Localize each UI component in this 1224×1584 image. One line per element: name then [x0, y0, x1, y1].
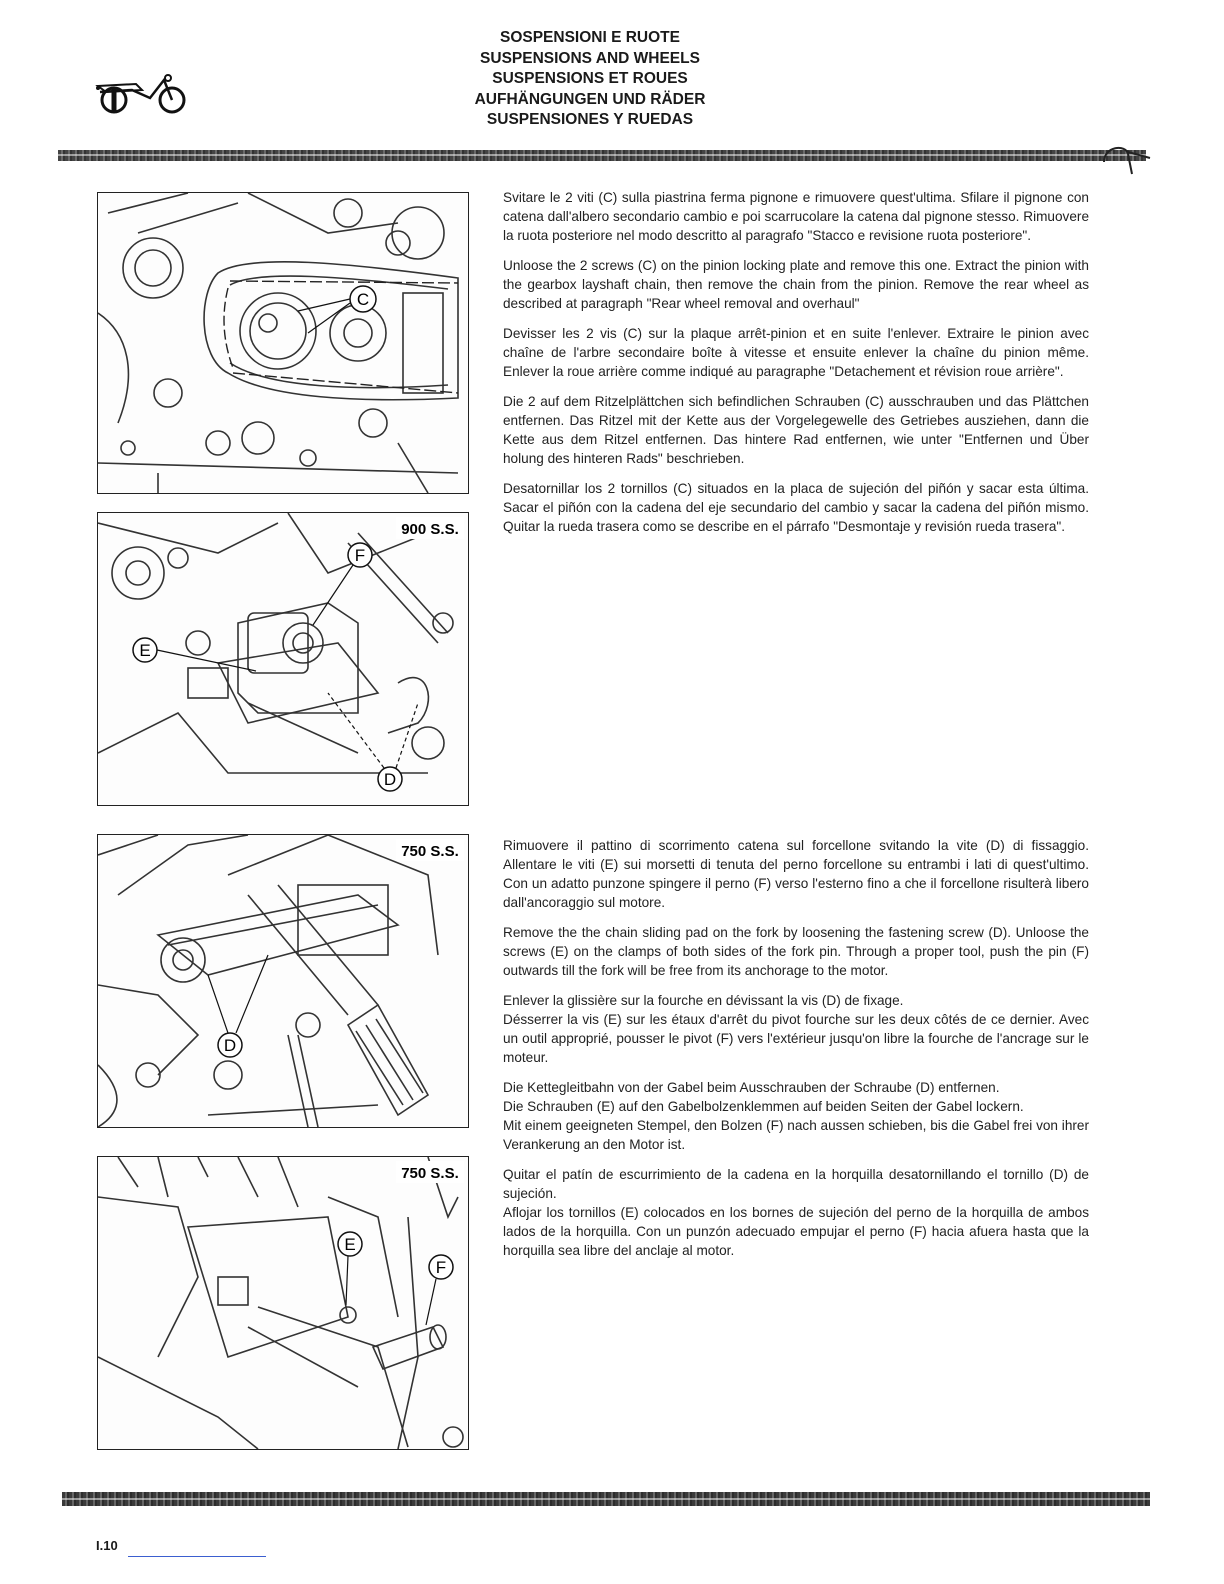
- illustration-chain-pad: [98, 835, 468, 1127]
- callout-e-750: E: [344, 1235, 356, 1254]
- paragraph-german-2b: Die Schrauben (E) auf den Gabelbolzenklemmen auf beiden Seiten der Gabel lockern.: [503, 1099, 1024, 1114]
- figure-label-750ss-b: 750 S.S.: [401, 1165, 459, 1182]
- instructions-pinion-removal: [503, 188, 1089, 547]
- illustration-swingarm-pin: [98, 1157, 468, 1449]
- figure-swingarm-pin-750ss: [97, 1156, 469, 1450]
- top-divider: [58, 150, 1146, 161]
- paragraph-english-2: Remove the the chain sliding pad on the fork by loosening the fastening screw (D). Unloose the screws (E) on the clamps of both sides of the fork pin. Through a proper tool, push the pin (F) outwards till the fork will be free from its anchorage to the motor.: [503, 925, 1089, 978]
- paragraph-german-2c: Mit einem geeigneten Stempel, den Bolzen (F) nach aussen schieben, bis die Gabel frei von ihrer Verankerung an den Motor ist.: [503, 1118, 1089, 1152]
- callout-c: C: [356, 290, 370, 309]
- callout-d: D: [383, 770, 397, 789]
- paragraph-english: Unloose the 2 screws (C) on the pinion locking plate and remove this one. Extract the pinion with the gearbox layshaft chain, then remove the chain from the pinion. Remove the rear wheel as described at paragraph "Rear wheel removal and overhaul": [503, 258, 1089, 311]
- paragraph-french: Devisser les 2 vis (C) sur la plaque arrêt-pinion et en suite l'enlever. Extraire le pinion avec chaîne de l'arbre secondaire boîte à vitesse et ensuite enlever la chaîne du pinion même. Enlever la roue arrière comme indiqué au paragraphe "Detachement et révision roue arrière".: [503, 326, 1089, 379]
- instructions-swingarm-removal: [503, 836, 1089, 1271]
- page-number-underline: [128, 1556, 266, 1557]
- paragraph-french-2a: Enlever la glissière sur la fourche en dévissant la vis (D) de fixage.: [503, 993, 904, 1008]
- title-spanish: SUSPENSIONES Y RUEDAS: [486, 111, 694, 128]
- paragraph-spanish-2a: Quitar el patín de escurrimiento de la cadena en la horquilla desatornillando el tornillo (D) de sujeción.: [503, 1167, 1089, 1201]
- bottom-divider: [62, 1492, 1150, 1506]
- page-number: I.10: [96, 1538, 118, 1553]
- figure-pinion-chain: [97, 192, 469, 494]
- paragraph-spanish: Desatornillar los 2 tornillos (C) situados en la placa de sujeción del piñón y sacar esta última. Sacar el piñón con la cadena del eje secundario del cambio y sacar la cadena del piñón mismo. Quitar la rueda trasera como se describe en el párrafo "Desmontaje y revisión rueda trasera".: [503, 481, 1089, 534]
- motorcycle-icon: [92, 68, 192, 116]
- title-italian: SOSPENSIONI E RUOTE: [499, 29, 680, 46]
- figure-label-750ss-a: 750 S.S.: [401, 843, 459, 860]
- paragraph-german: Die 2 auf dem Ritzelplättchen sich befindlichen Schrauben (C) ausschrauben und das Plättchen entfernen. Das Ritzel mit der Kette aus der Vorgelegewelle des Getriebes ausziehen, dann die Kette aus dem Ritzel entfernen. Das hintere Rad entfernen, wie unter "Entfernen und Über holung des hinteren Rads" beschrieben.: [503, 394, 1089, 466]
- illustration-swingarm-900: [98, 513, 468, 805]
- paragraph-french-2b: Désserrer la vis (E) sur les étaux d'arrêt du pivot fourche sur les deux côtés de ce dernier. Avec un outil approprié, pousser le pivot (F) vers l'extérieur jusqu'on libre la fourche de l'ancrage sur le moteur.: [503, 1012, 1089, 1065]
- divider-hook-ornament: [1092, 140, 1152, 180]
- figure-label-900ss: 900 S.S.: [401, 521, 459, 538]
- figure-chain-pad-750ss: [97, 834, 469, 1128]
- title-german: AUFHÄNGUNGEN UND RÄDER: [474, 90, 706, 108]
- callout-d-750: D: [223, 1036, 237, 1055]
- page-title: [440, 28, 740, 131]
- title-english: SUSPENSIONS AND WHEELS: [480, 49, 700, 67]
- paragraph-german-2a: Die Kettegleitbahn von der Gabel beim Ausschrauben der Schraube (D) entfernen.: [503, 1080, 1000, 1095]
- callout-f-750: F: [435, 1258, 447, 1277]
- callout-e: E: [139, 641, 151, 660]
- paragraph-spanish-2b: Aflojar los tornillos (E) colocados en los bornes de sujeción del perno de la horquilla de ambos lados de la horquilla. Con un punzón adecuado empujar el perno (F) hacia afuera hasta que la horquilla sea libre del anclaje al motor.: [503, 1205, 1089, 1258]
- callout-f: F: [354, 546, 366, 565]
- illustration-pinion: [98, 193, 468, 493]
- paragraph-italian-2: Rimuovere il pattino di scorrimento catena sul forcellone svitando la vite (D) di fissaggio. Allentare le viti (E) sui morsetti di tenuta del perno forcellone su entrambi i lati di quest'ultimo. Con un adatto punzone spingere il perno (F) verso l'esterno fino a che il forcellone risulterà libero dall'ancoraggio sul motore.: [503, 838, 1089, 910]
- paragraph-italian: Svitare le 2 viti (C) sulla piastrina ferma pignone e rimuovere quest'ultima. Sfilare il pignone con catena dall'albero secondario cambio e poi scarrucolare la catena dal pignone stesso. Rimuovere la ruota posteriore nel modo descritto al paragrafo "Stacco e revisione ruota posteriore".: [503, 190, 1089, 243]
- figure-swingarm-900ss: [97, 512, 469, 806]
- title-french: SUSPENSIONS ET ROUES: [492, 70, 688, 87]
